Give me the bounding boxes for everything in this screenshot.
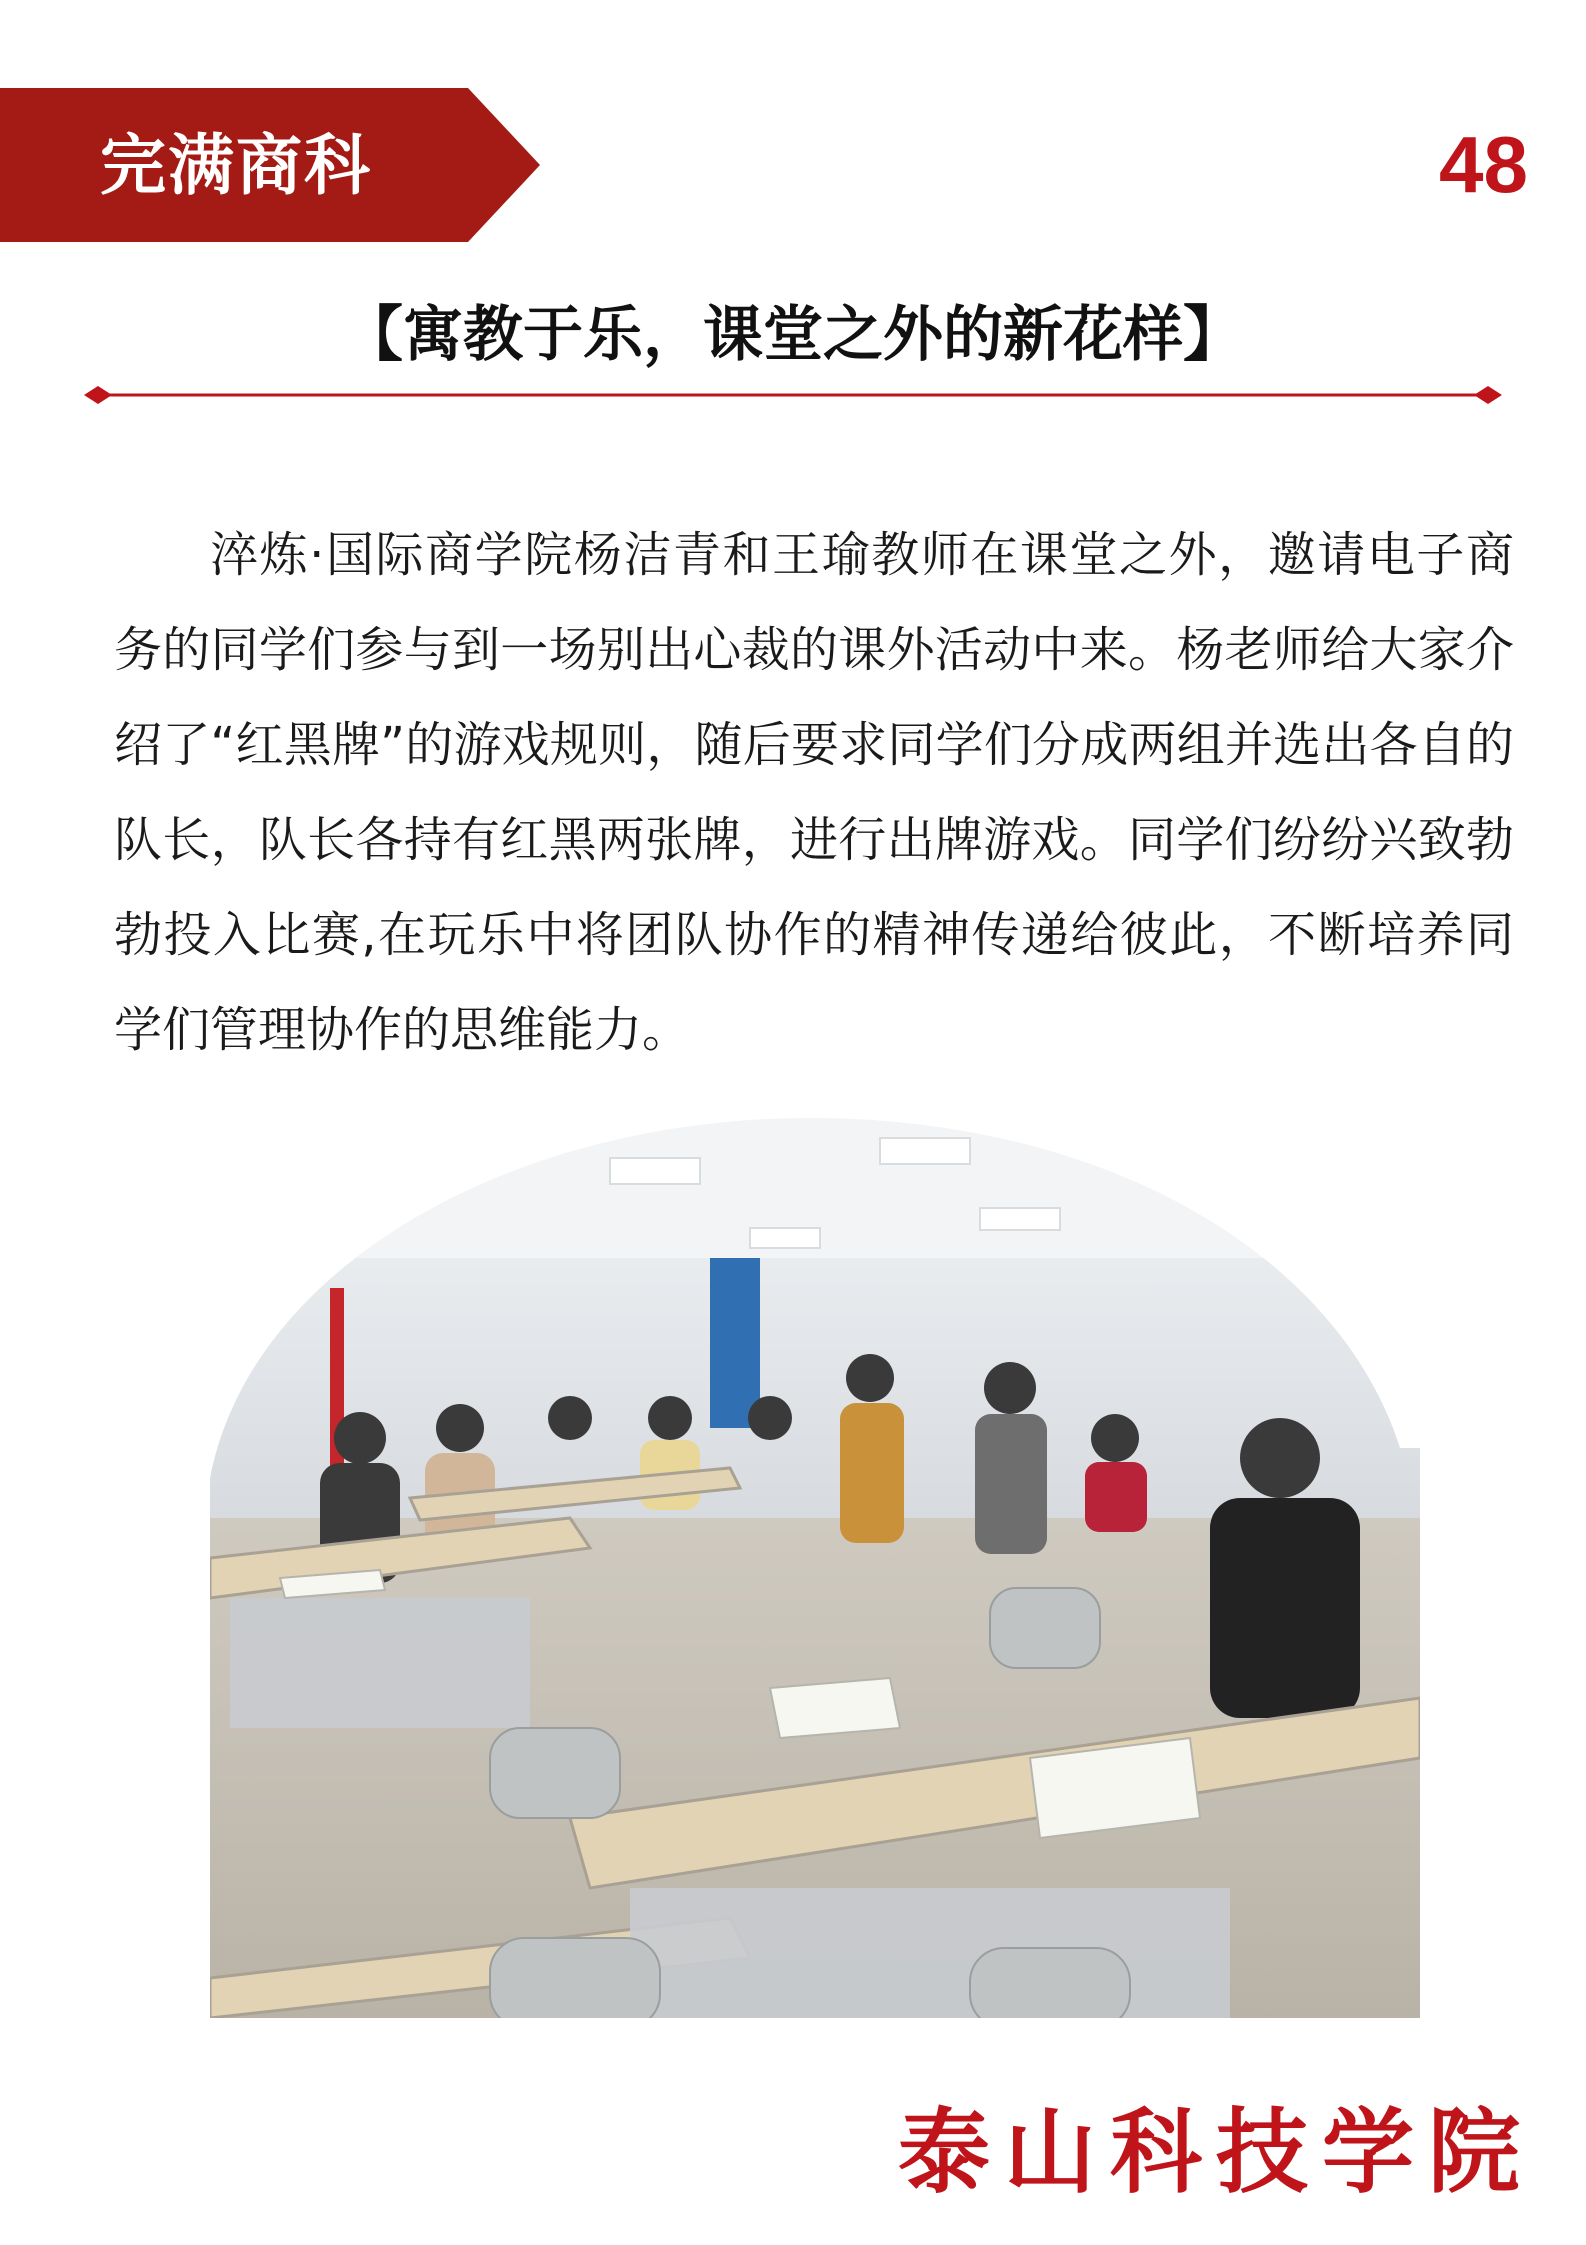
section-name: 完满商科 [100, 126, 372, 204]
article-body: 淬炼·国际商学院杨洁青和王瑜教师在课堂之外，邀请电子商务的同学们参与到一场别出心裁的课外活动中来。杨老师给大家介绍了“红黑牌”的游戏规则，随后要求同学们分成两组并选出各自的队长，队长各持有红黑两张牌，进行出牌游戏。同学们纷纷兴致勃勃投入比赛,在玩乐中将团队协作的精神传递给彼此，不断培养同学们管理协作的思维能力。 [114, 527, 1514, 1058]
page-number: 48 [1439, 120, 1528, 209]
classroom-photo [210, 1118, 1420, 2018]
title-divider [84, 380, 1502, 410]
college-name: 泰山科技学院 [897, 2098, 1534, 2206]
article-title: 【寓教于乐，课堂之外的新花样】 [343, 300, 1243, 370]
